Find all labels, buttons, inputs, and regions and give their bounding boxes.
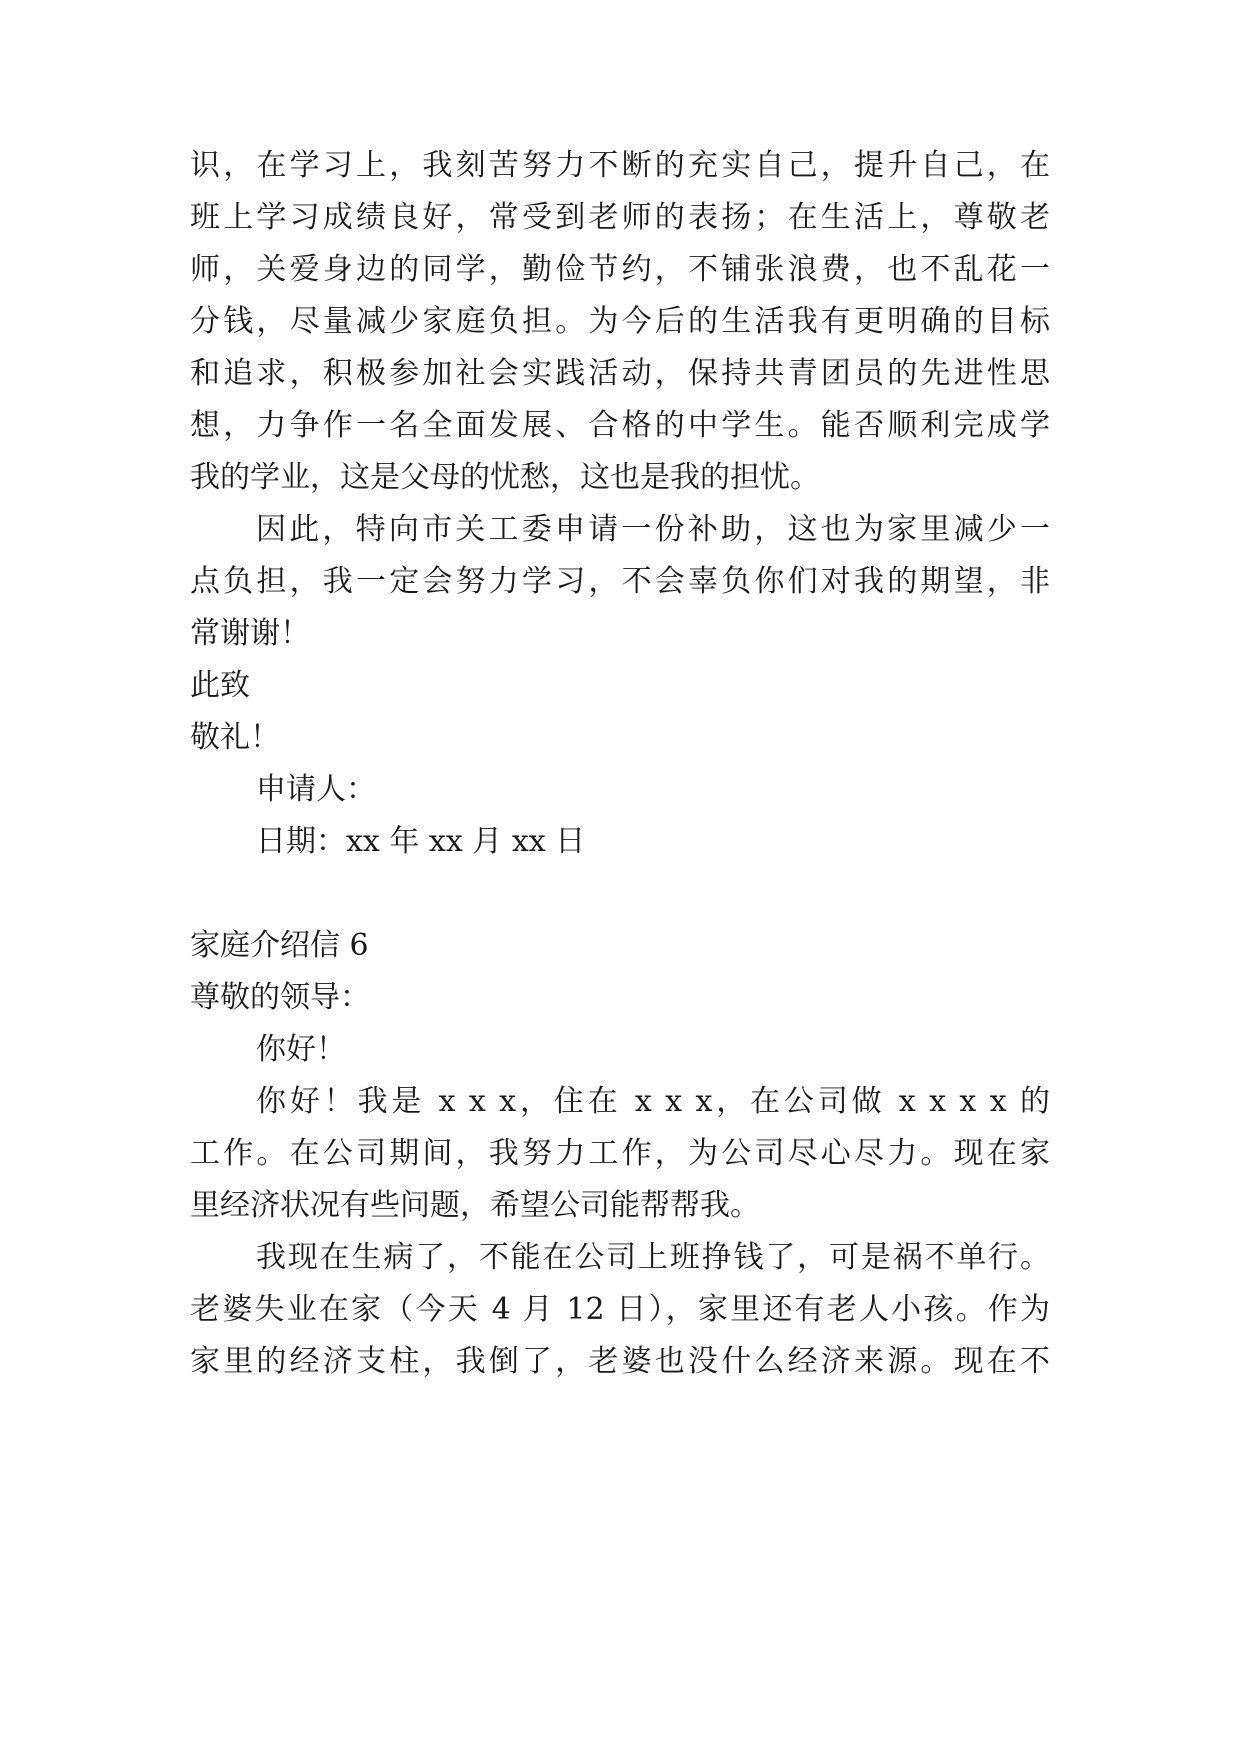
- closing-line: 此致: [190, 668, 250, 703]
- paragraph-line: 分钱，尽量减少家庭负担。为今后的生活我有更明确的目标: [190, 304, 1050, 339]
- paragraph-line: 师，关爱身边的同学，勤俭节约，不铺张浪费，也不乱花一: [190, 252, 1050, 287]
- paragraph-line: 你好！我是 x x x，住在 x x x，在公司做 x x x x 的: [256, 1084, 1050, 1119]
- paragraph-line: 识，在学习上，我刻苦努力不断的充实自己，提升自己，在: [190, 148, 1050, 183]
- paragraph-line: 我现在生病了，不能在公司上班挣钱了，可是祸不单行。: [256, 1240, 1050, 1275]
- paragraph-line: 家里的经济支柱，我倒了，老婆也没什么经济来源。现在不: [190, 1344, 1050, 1379]
- paragraph-line: 我的学业，这是父母的忧愁，这也是我的担忧。: [190, 460, 820, 495]
- paragraph-line: 点负担，我一定会努力学习，不会辜负你们对我的期望，非: [190, 564, 1050, 599]
- date-line: 日期：xx 年 xx 月 xx 日: [256, 824, 586, 859]
- paragraph-line: 班上学习成绩良好，常受到老师的表扬；在生活上，尊敬老: [190, 200, 1050, 235]
- paragraph-line: 想，力争作一名全面发展、合格的中学生。能否顺利完成学: [190, 408, 1050, 443]
- closing-line: 敬礼！: [190, 720, 280, 755]
- applicant-label: 申请人：: [256, 772, 376, 807]
- greeting: 你好！: [256, 1032, 346, 1067]
- paragraph-line: 常谢谢！: [190, 616, 310, 651]
- paragraph-line: 工作。在公司期间，我努力工作，为公司尽心尽力。现在家: [190, 1136, 1050, 1171]
- salutation: 尊敬的领导：: [190, 980, 370, 1015]
- paragraph-line: 和追求，积极参加社会实践活动，保持共青团员的先进性思: [190, 356, 1050, 391]
- paragraph-line: 因此，特向市关工委申请一份补助，这也为家里减少一: [256, 512, 1050, 547]
- section-title: 家庭介绍信 6: [190, 928, 369, 963]
- paragraph-line: 里经济状况有些问题，希望公司能帮帮我。: [190, 1188, 760, 1223]
- paragraph-line: 老婆失业在家（今天 4 月 12 日），家里还有老人小孩。作为: [190, 1292, 1050, 1327]
